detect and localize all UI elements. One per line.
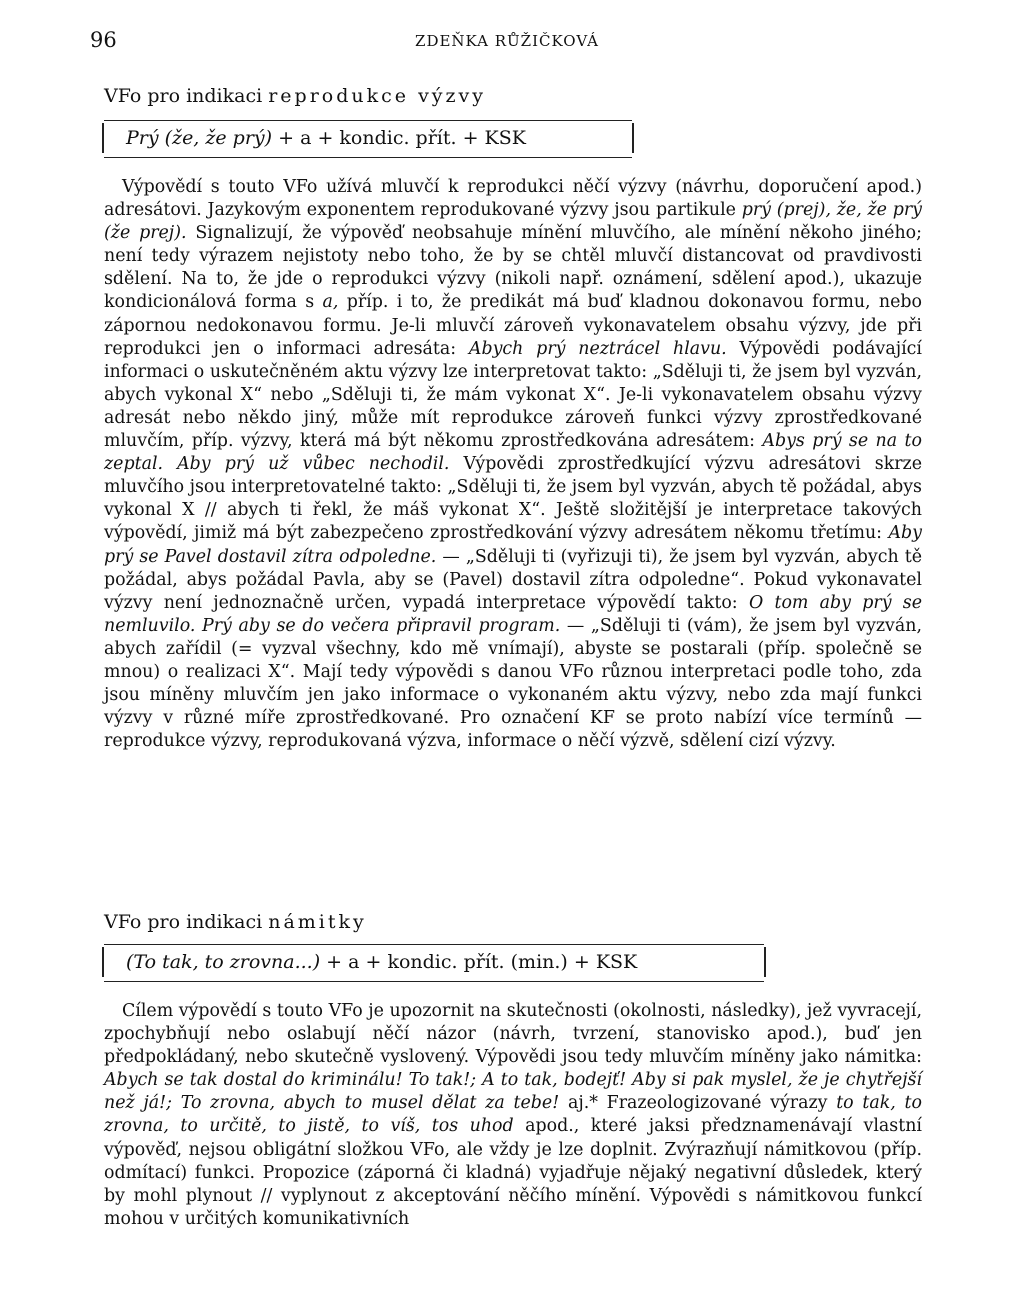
formula-italic: (To tak, to zrovna...) — [126, 951, 321, 973]
italic-run: O tom aby prý se nemluvilo. Prý aby se do večera připravil program. — [104, 592, 922, 636]
text-run: příp. i to, že predikát má buď kladnou dokonavou formu, nebo zápornou nedokonavou formu. Je-li mluvčí zároveň vykonavatelem obsahu výzvy, jde při reprodukci jen o informaci adresáta: — [104, 292, 922, 359]
text-run: — „Sděluji ti (vyřizuji ti), že jsem byl vyzván, abych tě požádal, abys požádal Pavla, aby se (Pavel) dostavil zítra odpoledne“. Pokud vykonavatel výzvy není jednoznačně určen, vypadá interpretace výpovědí takto: — [104, 546, 923, 613]
heading-term: reprodukce výzvy — [268, 85, 487, 107]
heading-prefix: VFo pro indikaci — [104, 85, 269, 107]
heading-term: námitky — [268, 911, 367, 933]
formula-text — [126, 951, 637, 973]
formula-box-namitky — [104, 944, 764, 982]
italic-run: Abych se tak dostal do kriminálu! To tak!; A to tak, bodejť! Aby si pak myslel, že je chytřejší než já!; To zrovna, abych to musel dělat za tebe! — [104, 1070, 922, 1114]
box-right-border — [632, 123, 634, 153]
section-heading-reprodukce-vyzvy — [104, 84, 486, 108]
text-run: Výpovědí s touto VFo užívá mluvčí k reprodukci něčí výzvy (návrhu, doporučení apod.) adresátovi. Jazykovým exponentem reprodukované výzvy jsou partikule — [104, 177, 922, 221]
paragraph-reprodukce-vyzvy — [104, 176, 922, 753]
box-right-border — [764, 947, 766, 977]
section-heading-namitky — [104, 910, 367, 934]
italic-run: to tak, to zrovna, to určitě, to jistě, to víš, tos uhod — [104, 1093, 922, 1137]
italic-run: a, — [322, 292, 339, 313]
italic-run: Abys prý se na to zeptal. Aby prý už vůbec nechodil. — [104, 431, 922, 475]
text-run: Cílem výpovědí s touto VFo je upozornit na skutečnosti (okolnosti, následky), jež vyvracejí, zpochybňují nebo oslabují něčí názor (návrh, tvrzení, stanovisko apod.), buď jen předpokládaný, nebo skutečně vyslovený. Výpovědi jsou tedy mluvčím míněny jako námitka: — [104, 1001, 922, 1068]
text-run: apod., které jaksi předznamenávají vlastní výpověď, nejsou obligátní složkou VFo, ale vždy je lze doplnit. Zvýrazňují námitkovou (příp. odmítací) funkci. Propozice (záporná či kladná) vyjadřuje nějaký negativní důsledek, který by mohl plynout // vyplynout z akceptování něčího mínění. Výpovědi s námitkovou funkcí mohou v určitých komunikativních — [104, 1116, 922, 1229]
box-left-border — [102, 123, 104, 153]
formula-box-reprodukce-vyzvy — [104, 120, 632, 158]
italic-run: prý (prej), že, že prý (že prej). — [104, 200, 922, 244]
formula-text — [126, 127, 526, 149]
italic-run: Aby prý se Pavel dostavil zítra odpoledne. — [104, 523, 922, 567]
formula-rest: + a + kondic. přít. + KSK — [272, 127, 526, 149]
formula-italic: Prý (že, že prý) — [126, 127, 273, 149]
italic-run: Abych prý neztrácel hlavu. — [468, 338, 727, 359]
box-left-border — [102, 947, 104, 977]
text-run: Výpovědi podávající informaci o uskutečněném aktu výzvy lze interpretovat takto: „Sděluji ti, že jsem byl vyzván, abych vykonal X“ nebo „Sděluji ti, že mám vykonat X“. Je-li vykonavatelem obsahu výzvy adresát nebo někdo jiný, může mít reprodukce zároveň funkci výzvy zprostředkované mluvčím, příp. výzvy, která má být někomu zprostředkována adresátem: — [104, 338, 922, 452]
text-run: aj.* Frazeologizované výrazy — [559, 1093, 837, 1114]
paragraph-namitky — [104, 1000, 922, 1231]
text-run: — „Sděluji ti (vám), že jsem byl vyzván, abych zařídil (= vyzval všechny, kdo mě vnímají), abyste se postarali (příp. společně se mnou) o realizaci X“. Mají tedy výpovědi s danou VFo různou interpretaci podle toho, zda jsou míněny mluvčím jen jako informace o vykonaném aktu výzvy, nebo zda mají funkci výzvy v různé míře zprostředkované. Pro označení KF se proto nabízí více termínů — reprodukce výzvy, reprodukovaná výzva, informace o něčí výzvě, sdělení cizí výzvy. — [104, 615, 922, 752]
page-number: 96 — [90, 28, 117, 52]
text-run: Výpovědi zprostředkující výzvu adresátovi skrze mluvčího jsou interpretovatelné takto: „Sděluji ti, že jsem byl vyzván, abych tě požádal, abys vykonal X // abych ti řekl, že máš vykonat X“. Ještě složitější je interpretace takových výpovědí, jimiž má být zabezpečeno zprostředkování výzvy adresátem někomu třetímu: — [104, 454, 922, 544]
running-head — [90, 28, 924, 58]
running-title: ZDEŇKA RŮŽIČKOVÁ — [415, 32, 599, 50]
text-run: Signalizují, že výpověď neobsahuje mínění mluvčího, ale mínění někoho jiného; není tedy výrazem nejistoty nebo toho, že by se chtěl mluvčí distancovat od pravdivosti sdělení. Na to, že jde o reprodukci výzvy (nikoli např. oznámení, sdělení apod.), ukazuje kondicionálová forma s — [104, 223, 922, 313]
formula-rest: + a + kondic. přít. (min.) + KSK — [320, 951, 638, 973]
heading-prefix: VFo pro indikaci — [104, 911, 269, 933]
